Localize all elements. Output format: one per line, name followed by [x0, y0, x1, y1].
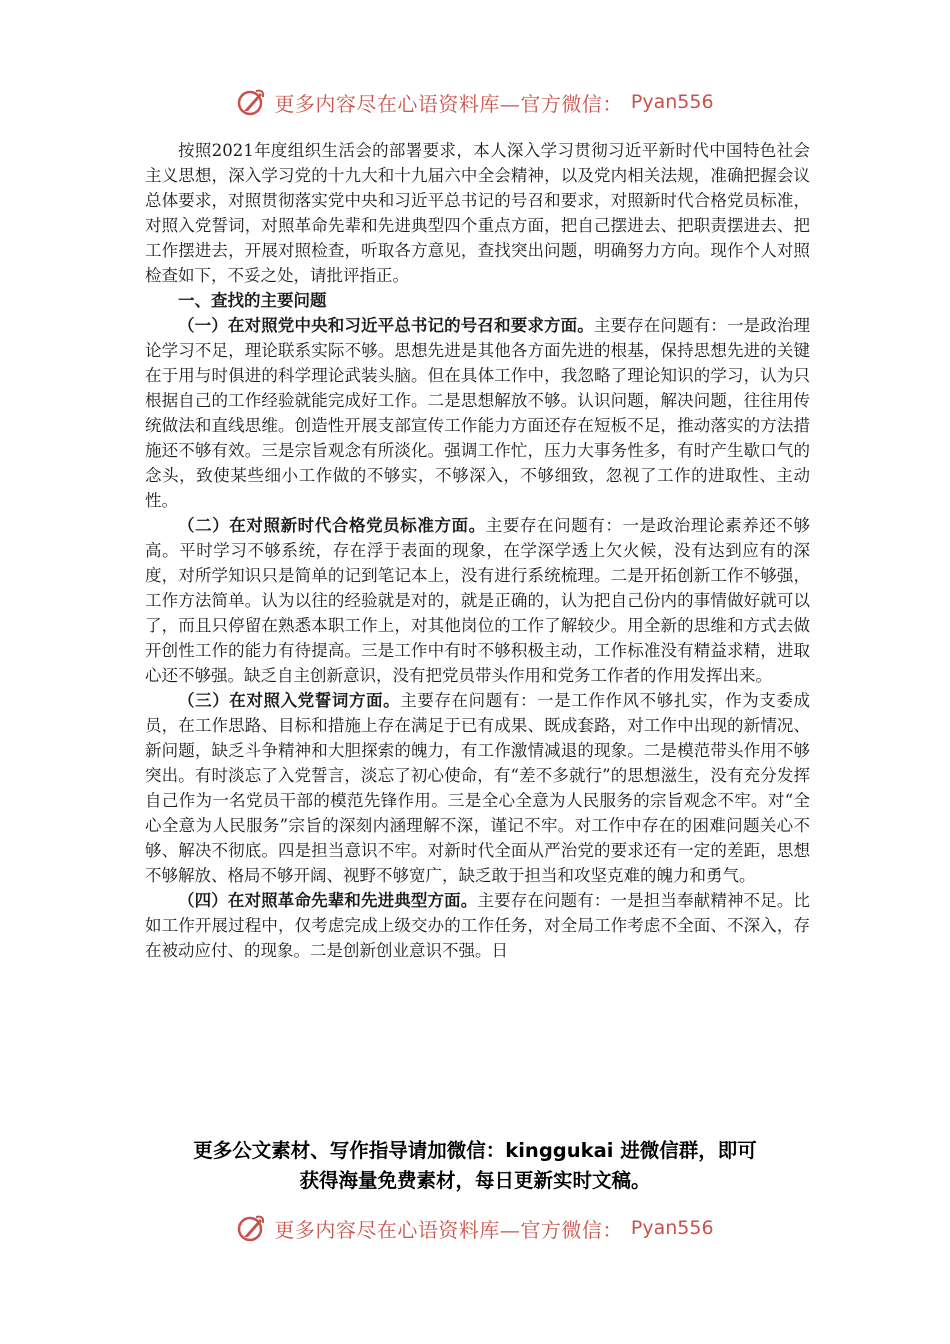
- watermark-footer: [0, 1208, 950, 1248]
- promo-line-1: 更多公文素材、写作指导请加微信：kinggukai 进微信群，即可: [193, 1139, 757, 1162]
- item-body-2: 主要存在问题有：一是政治理论素养还不够高。平时学习不够系统，存在浮于表面的现象，在学深学透上欠火候，没有达到应有的深度，对所学知识只是简单的记到笔记本上，没有进行系统梳理。二是开拓创新工作不够强，工作方法简单。认为以往的经验就是对的，就是正确的，认为把自己份内的事情做好就可以了，而且只停留在熟悉本职工作上，对其他岗位的工作了解较少。用全新的思维和方式去做开创性工作的能力有待提高。三是工作中有时不够积极主动，工作标准没有精益求精，进取心还不够强。缺乏自主创新意识，没有把党员带头作用和党务工作者的作用发挥出来。: [145, 516, 811, 685]
- section-heading: 一、查找的主要问题: [178, 291, 327, 310]
- item-body-4: 主要存在问题有：一是担当奉献精神不足。比如工作开展过程中，仅考虑完成上级交办的工作任务，对全局工作考虑不全面、不深入，存在被动应付、的现象。二是创新创业意识不强。日: [145, 891, 811, 960]
- item-title-3: （三）在对照入党誓词方面。: [178, 691, 401, 710]
- item-title-1: （一）在对照党中央和习近平总书记的号召和要求方面。: [178, 316, 594, 335]
- promo-banner: [60, 1136, 890, 1196]
- item-body-3: 主要存在问题有：一是工作作风不够扎实，作为支委成员，在工作思路、目标和措施上存在满足于已有成果、既成套路，对工作中出现的新情况、新问题，缺乏斗争精神和大胆探索的魄力，有工作激情减退的现象。二是模范带头作用不够突出。有时淡忘了入党誓言，淡忘了初心使命，有“差不多就行”的思想滋生，没有充分发挥自己作为一名党员干部的模范先锋作用。三是全心全意为人民服务的宗旨观念不牢。对“全心全意为人民服务”宗旨的深刻内涵理解不深，谨记不牢。对工作中存在的困难问题关心不够、解决不彻底。四是担当意识不牢。对新时代全面从严治党的要求还有一定的差距，思想不够解放、格局不够开阔、视野不够宽广，缺乏敢于担当和攻坚克难的魄力和勇气。: [145, 691, 811, 885]
- watermark-text: 更多内容尽在心语资料库—官方微信：: [274, 1217, 623, 1242]
- item-title-2: （二）在对照新时代合格党员标准方面。: [178, 516, 486, 535]
- item-body-1: 主要存在问题有：一是政治理论学习不足，理论联系实际不够。思想先进是其他各方面先进的根基，保持思想先进的关键在于用与时俱进的科学理论武装头脑。但在具体工作中，我忽略了理论知识的学习，认为只根据自己的工作经验就能完成好工作。二是思想解放不够。认识问题，解决问题，往往用传统做法和直线思维。创造性开展支部宣传工作能力方面还存在短板不足，推动落实的方法措施还不够有效。三是宗旨观念有所淡化。强调工作忙，压力大事务性多，有时产生歇口气的念头，致使某些细小工作做的不够实，不够深入，不够细致，忽视了工作的进取性、主动性。: [145, 316, 811, 510]
- item-title-4: （四）在对照革命先辈和先进典型方面。: [178, 891, 478, 910]
- item-paragraph-2: [145, 513, 810, 688]
- item-paragraph-1: [145, 313, 810, 513]
- watermark-header: [0, 82, 950, 122]
- item-paragraph-4: [145, 888, 810, 963]
- intro-paragraph: 按照2021年度组织生活会的部署要求，本人深入学习贯彻习近平新时代中国特色社会主义思想，深入学习党的十九大和十九届六中全会精神，以及党内相关法规，准确把握会议总体要求，对照贯彻落实党中央和习近平总书记的号召和要求，对照新时代合格党员标准，对照入党誓词，对照革命先辈和先进典型四个重点方面，把自己摆进去、把职责摆进去、把工作摆进去，开展对照检查，听取各方意见，查找突出问题，明确努力方向。现作个人对照检查如下，不妥之处，请批评指正。: [145, 141, 810, 285]
- watermark-wechat-id: Pyan556: [630, 1217, 714, 1239]
- document-body: [145, 138, 810, 963]
- watermark-wechat-id: Pyan556: [630, 91, 714, 113]
- promo-line-2: 获得海量免费素材，每日更新实时文稿。: [299, 1169, 651, 1192]
- watermark-text: 更多内容尽在心语资料库—官方微信：: [274, 91, 623, 116]
- item-paragraph-3: [145, 688, 810, 888]
- quill-logo-icon: [236, 87, 266, 117]
- quill-logo-icon: [236, 1213, 266, 1243]
